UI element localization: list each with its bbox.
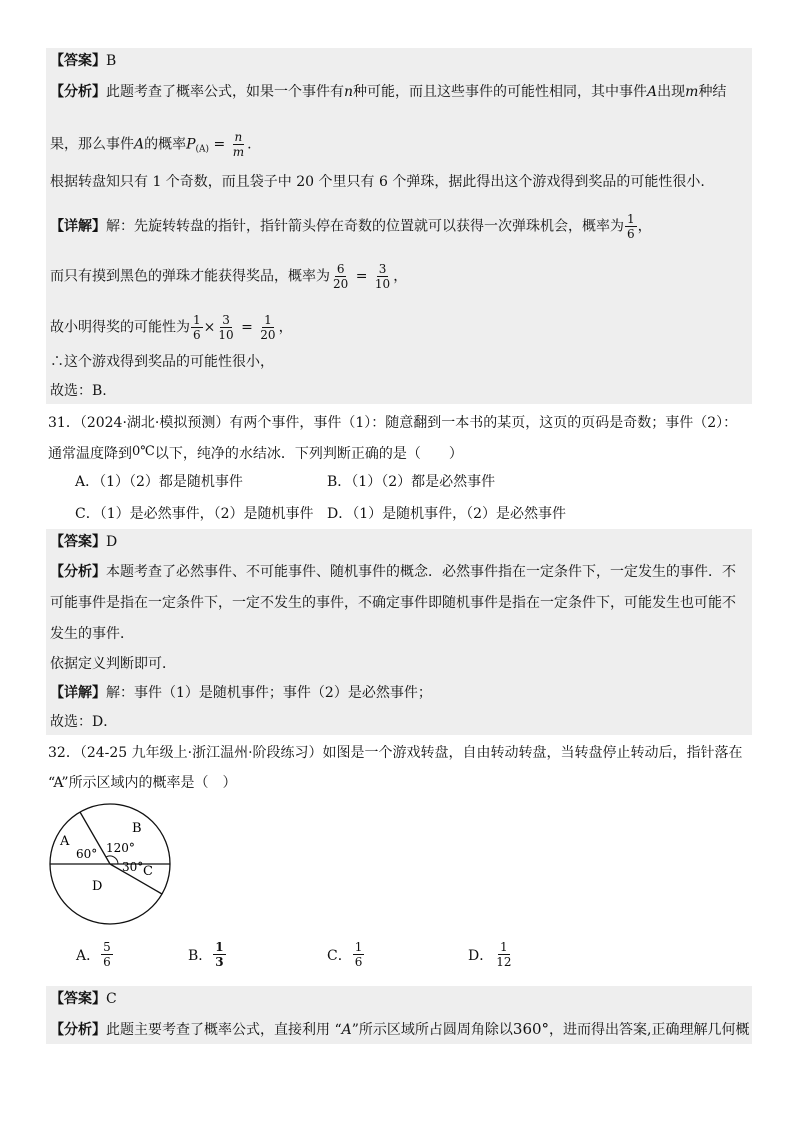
comma: ， — [278, 319, 293, 336]
q31-stem-line-1: 31．（2024·湖北·模拟预测）有两个事件，事件（1）：随意翻到一本书的某页，这页的页码是奇数；事件（2）： — [48, 415, 738, 431]
angle-30: 30° — [122, 860, 144, 874]
fraction-numerator: 6 — [336, 262, 345, 276]
answer-tag: 【答案】 — [50, 991, 106, 1007]
q30-analysis-line-2 — [50, 130, 252, 160]
analysis-text: 种结 — [698, 84, 727, 100]
fraction-numerator: 3 — [378, 262, 387, 276]
analysis-text: 的概率 — [144, 136, 187, 153]
var-m: m — [685, 84, 699, 100]
detail-text: 解：先旋转转盘的指针，指针箭头停在奇数的位置就可以获得一次弹珠机会，概率为 — [106, 218, 624, 235]
fraction-denominator: 10 — [374, 277, 391, 291]
option-fraction — [494, 940, 513, 969]
fraction-denominator: m — [232, 145, 245, 159]
fraction-1-20 — [258, 313, 277, 342]
fraction-n-over-m — [231, 130, 246, 159]
q32-analysis-line-1 — [50, 1019, 750, 1040]
fraction-denominator: 6 — [103, 955, 111, 969]
answer-value: D — [106, 534, 118, 550]
period: . — [247, 136, 252, 153]
analysis-text: 此题考查了概率公式，如果一个事件有 — [106, 84, 344, 100]
equals-sign: = — [351, 268, 372, 285]
q30-detail-line-2 — [50, 262, 407, 291]
temperature-value: 0℃ — [132, 444, 155, 459]
option-fraction — [101, 940, 113, 969]
detail-text: 故小明得奖的可能性为 — [50, 319, 190, 336]
analysis-text: ”所示区域所占圆周角除以 — [351, 1022, 513, 1038]
q31-analysis-line-1 — [50, 562, 736, 582]
analysis-text: 出现 — [657, 84, 686, 100]
comma: ， — [393, 268, 408, 285]
fraction-numerator: n — [234, 130, 243, 144]
q32-option-b — [188, 940, 227, 969]
answer-value: B — [106, 53, 117, 69]
analysis-text: 此题主要考查了概率公式，直接利用 “ — [106, 1022, 342, 1038]
label-B: B — [132, 821, 142, 836]
option-letter: B． — [188, 947, 213, 964]
fraction-1-6 — [191, 313, 203, 342]
q30-analysis-line-1 — [50, 82, 726, 102]
fraction-denominator: 6 — [627, 227, 635, 241]
equals-sign: = — [209, 136, 230, 153]
var-P: P — [186, 136, 196, 153]
q32-answer-line — [50, 989, 117, 1009]
subscript-A: (A) — [195, 144, 210, 155]
q32-option-c — [327, 940, 365, 969]
fraction-denominator: 10 — [218, 328, 234, 342]
answer-tag: 【答案】 — [50, 53, 106, 69]
analysis-tag: 【分析】 — [50, 564, 106, 580]
q31-stem-line-2 — [48, 442, 463, 464]
degree-360: 360° — [512, 1020, 550, 1038]
detail-tag: 【详解】 — [50, 218, 106, 235]
q31-solution-block — [46, 529, 752, 735]
fraction-1-6 — [625, 212, 637, 241]
var-A: A — [647, 84, 658, 100]
q32-stem-line-1: 32．（24-25 九年级上·浙江温州·阶段练习）如图是一个游戏转盘，自由转动转盘，当转盘停止转动后，指针落在 — [48, 745, 743, 761]
fraction-numerator: 1 — [264, 313, 272, 327]
q30-answer-line — [50, 51, 116, 71]
analysis-text: 本题考查了必然事件、不可能事件、随机事件的概念．必然事件指在一定条件下，一定发生的事件．不 — [106, 564, 736, 580]
q31-option-a: A．（1）（2）都是随机事件 — [75, 474, 243, 490]
fraction-numerator: 3 — [222, 313, 230, 327]
q31-detail-line-1 — [50, 683, 432, 703]
var-n: n — [344, 84, 354, 100]
q30-detail-line-3 — [50, 313, 293, 342]
answer-tag: 【答案】 — [50, 534, 106, 550]
option-letter: D． — [468, 947, 494, 964]
fraction-denominator: 6 — [354, 955, 363, 969]
q31-option-d: D．（1）是随机事件，（2）是必然事件 — [327, 506, 567, 522]
q32-stem-line-2: “A”所示区域内的概率是（ ） — [48, 775, 237, 791]
fraction-3-10 — [373, 262, 392, 291]
times-sign: × — [203, 319, 216, 336]
analysis-tag: 【分析】 — [50, 84, 106, 100]
fraction-denominator: 20 — [333, 277, 349, 291]
q30-detail-line-4: ∴这个游戏得到奖品的可能性很小， — [50, 354, 274, 370]
label-C: C — [143, 864, 153, 879]
q31-analysis-line-3: 发生的事件． — [50, 626, 134, 642]
stem-text: 通常温度降到 — [48, 446, 132, 462]
q32-option-a — [76, 940, 114, 969]
option-letter: A． — [76, 947, 101, 964]
option-fraction — [353, 940, 365, 969]
analysis-tag: 【分析】 — [50, 1022, 106, 1038]
option-letter: C． — [327, 947, 352, 964]
fraction-numerator: 1 — [193, 313, 201, 327]
fraction-denominator: 12 — [496, 955, 512, 969]
q31-analysis-line-4: 依据定义判断即可． — [50, 656, 176, 672]
comma: ， — [637, 218, 652, 235]
q31-answer-line — [50, 532, 117, 552]
detail-text: 解：事件（1）是随机事件；事件（2）是必然事件； — [106, 685, 432, 701]
q31-option-b: B．（1）（2）都是必然事件 — [327, 474, 496, 490]
angle-120: 120° — [106, 841, 135, 855]
spinner-figure — [44, 800, 184, 934]
q31-analysis-line-2: 可能事件是指在一定条件下，一定不发生的事件，不确定事件即随机事件是指在一定条件下，可能发生也可能不 — [50, 595, 736, 611]
var-A: A — [134, 136, 145, 153]
answer-value: C — [106, 991, 117, 1007]
equals-sign: = — [236, 319, 258, 336]
detail-text: 而只有摸到黑色的弹珠才能获得奖品，概率为 — [50, 268, 330, 285]
q31-option-c: C．（1）是必然事件，（2）是随机事件 — [75, 506, 314, 522]
q30-detail-line-1 — [50, 212, 652, 241]
q31-choose-line: 故选：D． — [50, 714, 118, 730]
option-fraction — [213, 940, 225, 969]
q32-option-d — [468, 940, 515, 969]
fraction-denominator: 3 — [215, 955, 224, 969]
fraction-numerator: 1 — [500, 940, 508, 954]
fraction-3-10 — [216, 313, 235, 342]
q30-choose-line: 故选：B. — [50, 383, 107, 399]
label-A: A — [60, 834, 70, 849]
fraction-numerator: 1 — [215, 940, 224, 954]
fraction-numerator: 1 — [354, 940, 363, 954]
detail-tag: 【详解】 — [50, 685, 106, 701]
stem-text: 以下，纯净的水结冰．下列判断正确的是（ ） — [154, 446, 463, 462]
fraction-numerator: 5 — [103, 940, 111, 954]
fraction-numerator: 1 — [627, 212, 635, 226]
analysis-text: 种可能，而且这些事件的可能性相同，其中事件 — [353, 84, 648, 100]
fraction-denominator: 20 — [260, 328, 276, 342]
q30-analysis-line-3: 根据转盘知只有 1 个奇数，而且袋子中 20 个里只有 6 个弹珠，据此得出这个游戏得到奖品的可能性很小. — [50, 174, 705, 190]
fraction-6-20 — [331, 262, 350, 291]
var-A: A — [341, 1022, 352, 1038]
angle-60: 60° — [76, 847, 98, 861]
analysis-text: 果，那么事件 — [50, 136, 134, 153]
analysis-text: ，进而得出答案,正确理解几何概 — [549, 1022, 750, 1038]
label-D: D — [92, 879, 103, 894]
fraction-denominator: 6 — [193, 328, 201, 342]
